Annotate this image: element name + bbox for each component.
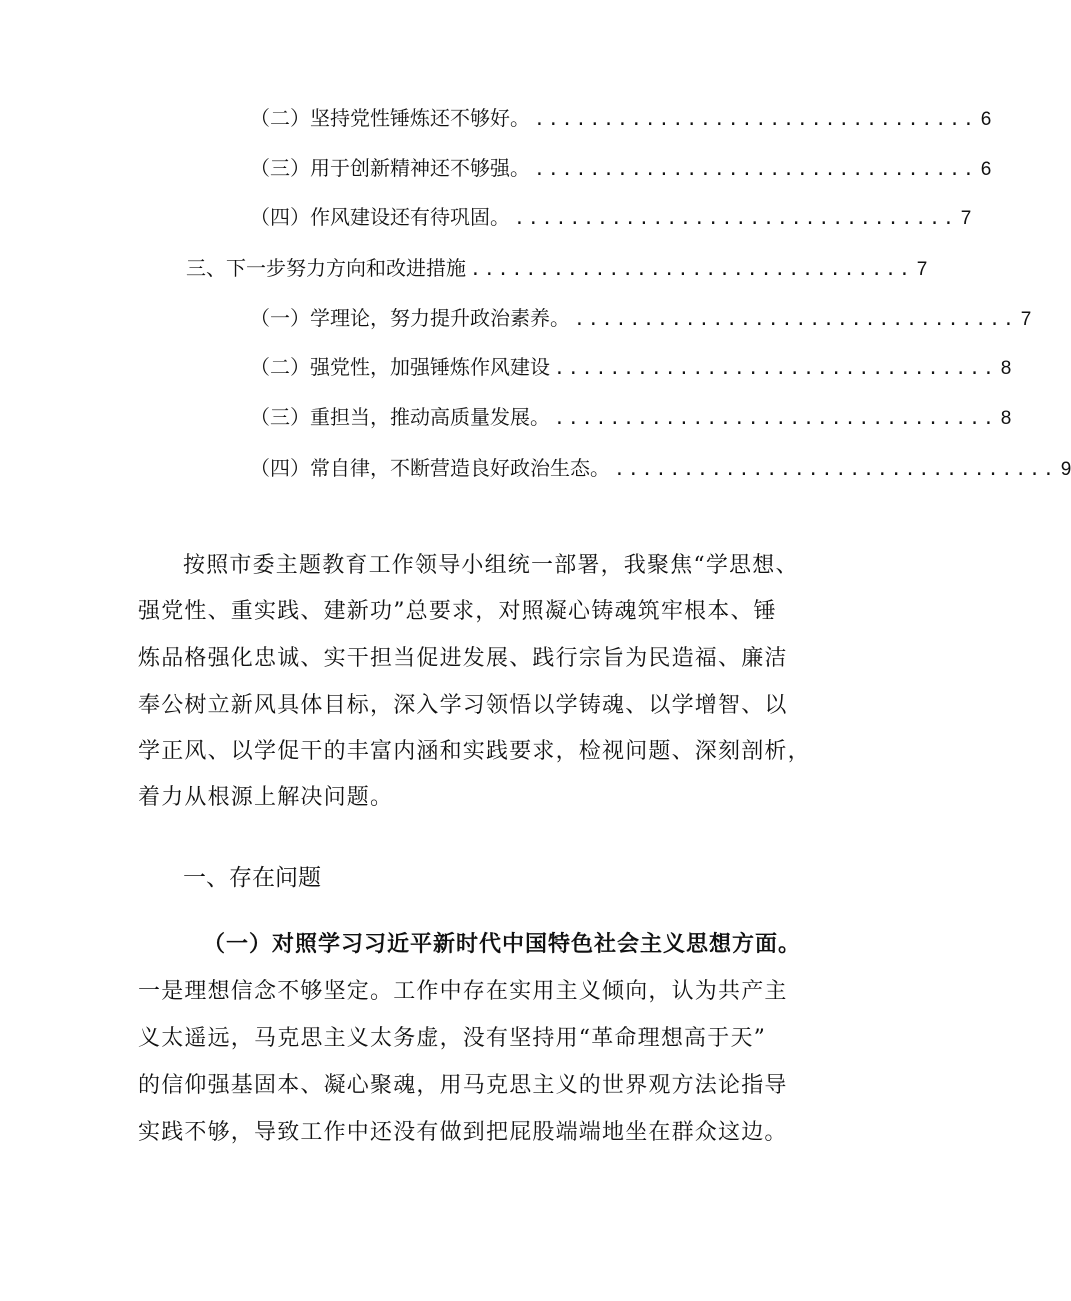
- toc-entry-label: （二）坚持党性锤炼还不够好。: [250, 106, 530, 130]
- intro-line: 炼品格强化忠诚、实干担当促进发展、践行宗旨为民造福、廉洁: [138, 646, 788, 671]
- toc-page-number: 9: [1060, 459, 1071, 480]
- toc-entry[interactable]: [250, 304, 1032, 332]
- toc-page-number: 7: [916, 259, 928, 280]
- intro-line: 强党性、重实践、建新功”总要求，对照凝心铸魂筑牢根本、锤: [138, 599, 777, 624]
- toc-page-number: 6: [980, 109, 992, 130]
- intro-line: 按照市委主题教育工作领导小组统一部署，我聚焦“学思想、: [183, 553, 799, 578]
- toc-entry-label: （三）用于创新精神还不够强。: [250, 156, 530, 180]
- toc-entry-label: （一）学理论，努力提升政治素养。: [250, 306, 570, 330]
- toc-leader-dots: ................................: [614, 459, 1057, 480]
- toc-entry-label: （四）作风建设还有待巩固。: [250, 205, 510, 229]
- toc-entry[interactable]: [250, 154, 992, 182]
- section-body-line: 实践不够，导致工作中还没有做到把屁股端端地坐在群众这边。: [138, 1120, 788, 1145]
- intro-line: 学正风、以学促干的丰富内涵和实践要求，检视问题、深刻剖析，: [138, 739, 811, 764]
- intro-line: 奉公树立新风具体目标，深入学习领悟以学铸魂、以学增智、以: [138, 693, 788, 718]
- toc-leader-dots: ................................: [470, 259, 913, 280]
- toc-leader-dots: ................................: [534, 109, 977, 130]
- toc-entry-label: （四）常自律，不断营造良好政治生态。: [250, 456, 610, 480]
- intro-line: 着力从根源上解决问题。: [138, 785, 394, 810]
- toc-entry[interactable]: [250, 353, 1012, 381]
- section-heading: 一、存在问题: [183, 865, 321, 891]
- toc-entry[interactable]: [186, 254, 928, 282]
- toc-page-number: 7: [960, 208, 972, 229]
- toc-leader-dots: ................................: [574, 309, 1017, 330]
- toc-page-number: 8: [1000, 408, 1012, 429]
- toc-page-number: 6: [980, 159, 992, 180]
- section-body-line: 义太遥远，马克思主义太务虚，没有坚持用“革命理想高于天”: [138, 1026, 767, 1051]
- toc-entry-label: 三、下一步努力方向和改进措施: [186, 256, 466, 280]
- toc-leader-dots: ................................: [554, 358, 997, 379]
- toc-leader-dots: ................................: [554, 408, 997, 429]
- toc-entry-label: （三）重担当，推动高质量发展。: [250, 405, 550, 429]
- section-body-line: 一是理想信念不够坚定。工作中存在实用主义倾向，认为共产主: [138, 979, 788, 1004]
- toc-entry[interactable]: [250, 403, 1012, 431]
- toc-page-number: 8: [1000, 358, 1012, 379]
- subsection-heading: （一）对照学习习近平新时代中国特色社会主义思想方面。: [203, 932, 802, 957]
- toc-leader-dots: ................................: [514, 208, 957, 229]
- toc-leader-dots: ................................: [534, 159, 977, 180]
- section-body-line: 的信仰强基固本、凝心聚魂，用马克思主义的世界观方法论指导: [138, 1073, 788, 1098]
- toc-page-number: 7: [1020, 309, 1032, 330]
- toc-entry[interactable]: [250, 203, 972, 231]
- toc-entry-label: （二）强党性，加强锤炼作风建设: [250, 355, 550, 379]
- toc-entry[interactable]: [250, 454, 1071, 482]
- toc-entry[interactable]: [250, 104, 992, 132]
